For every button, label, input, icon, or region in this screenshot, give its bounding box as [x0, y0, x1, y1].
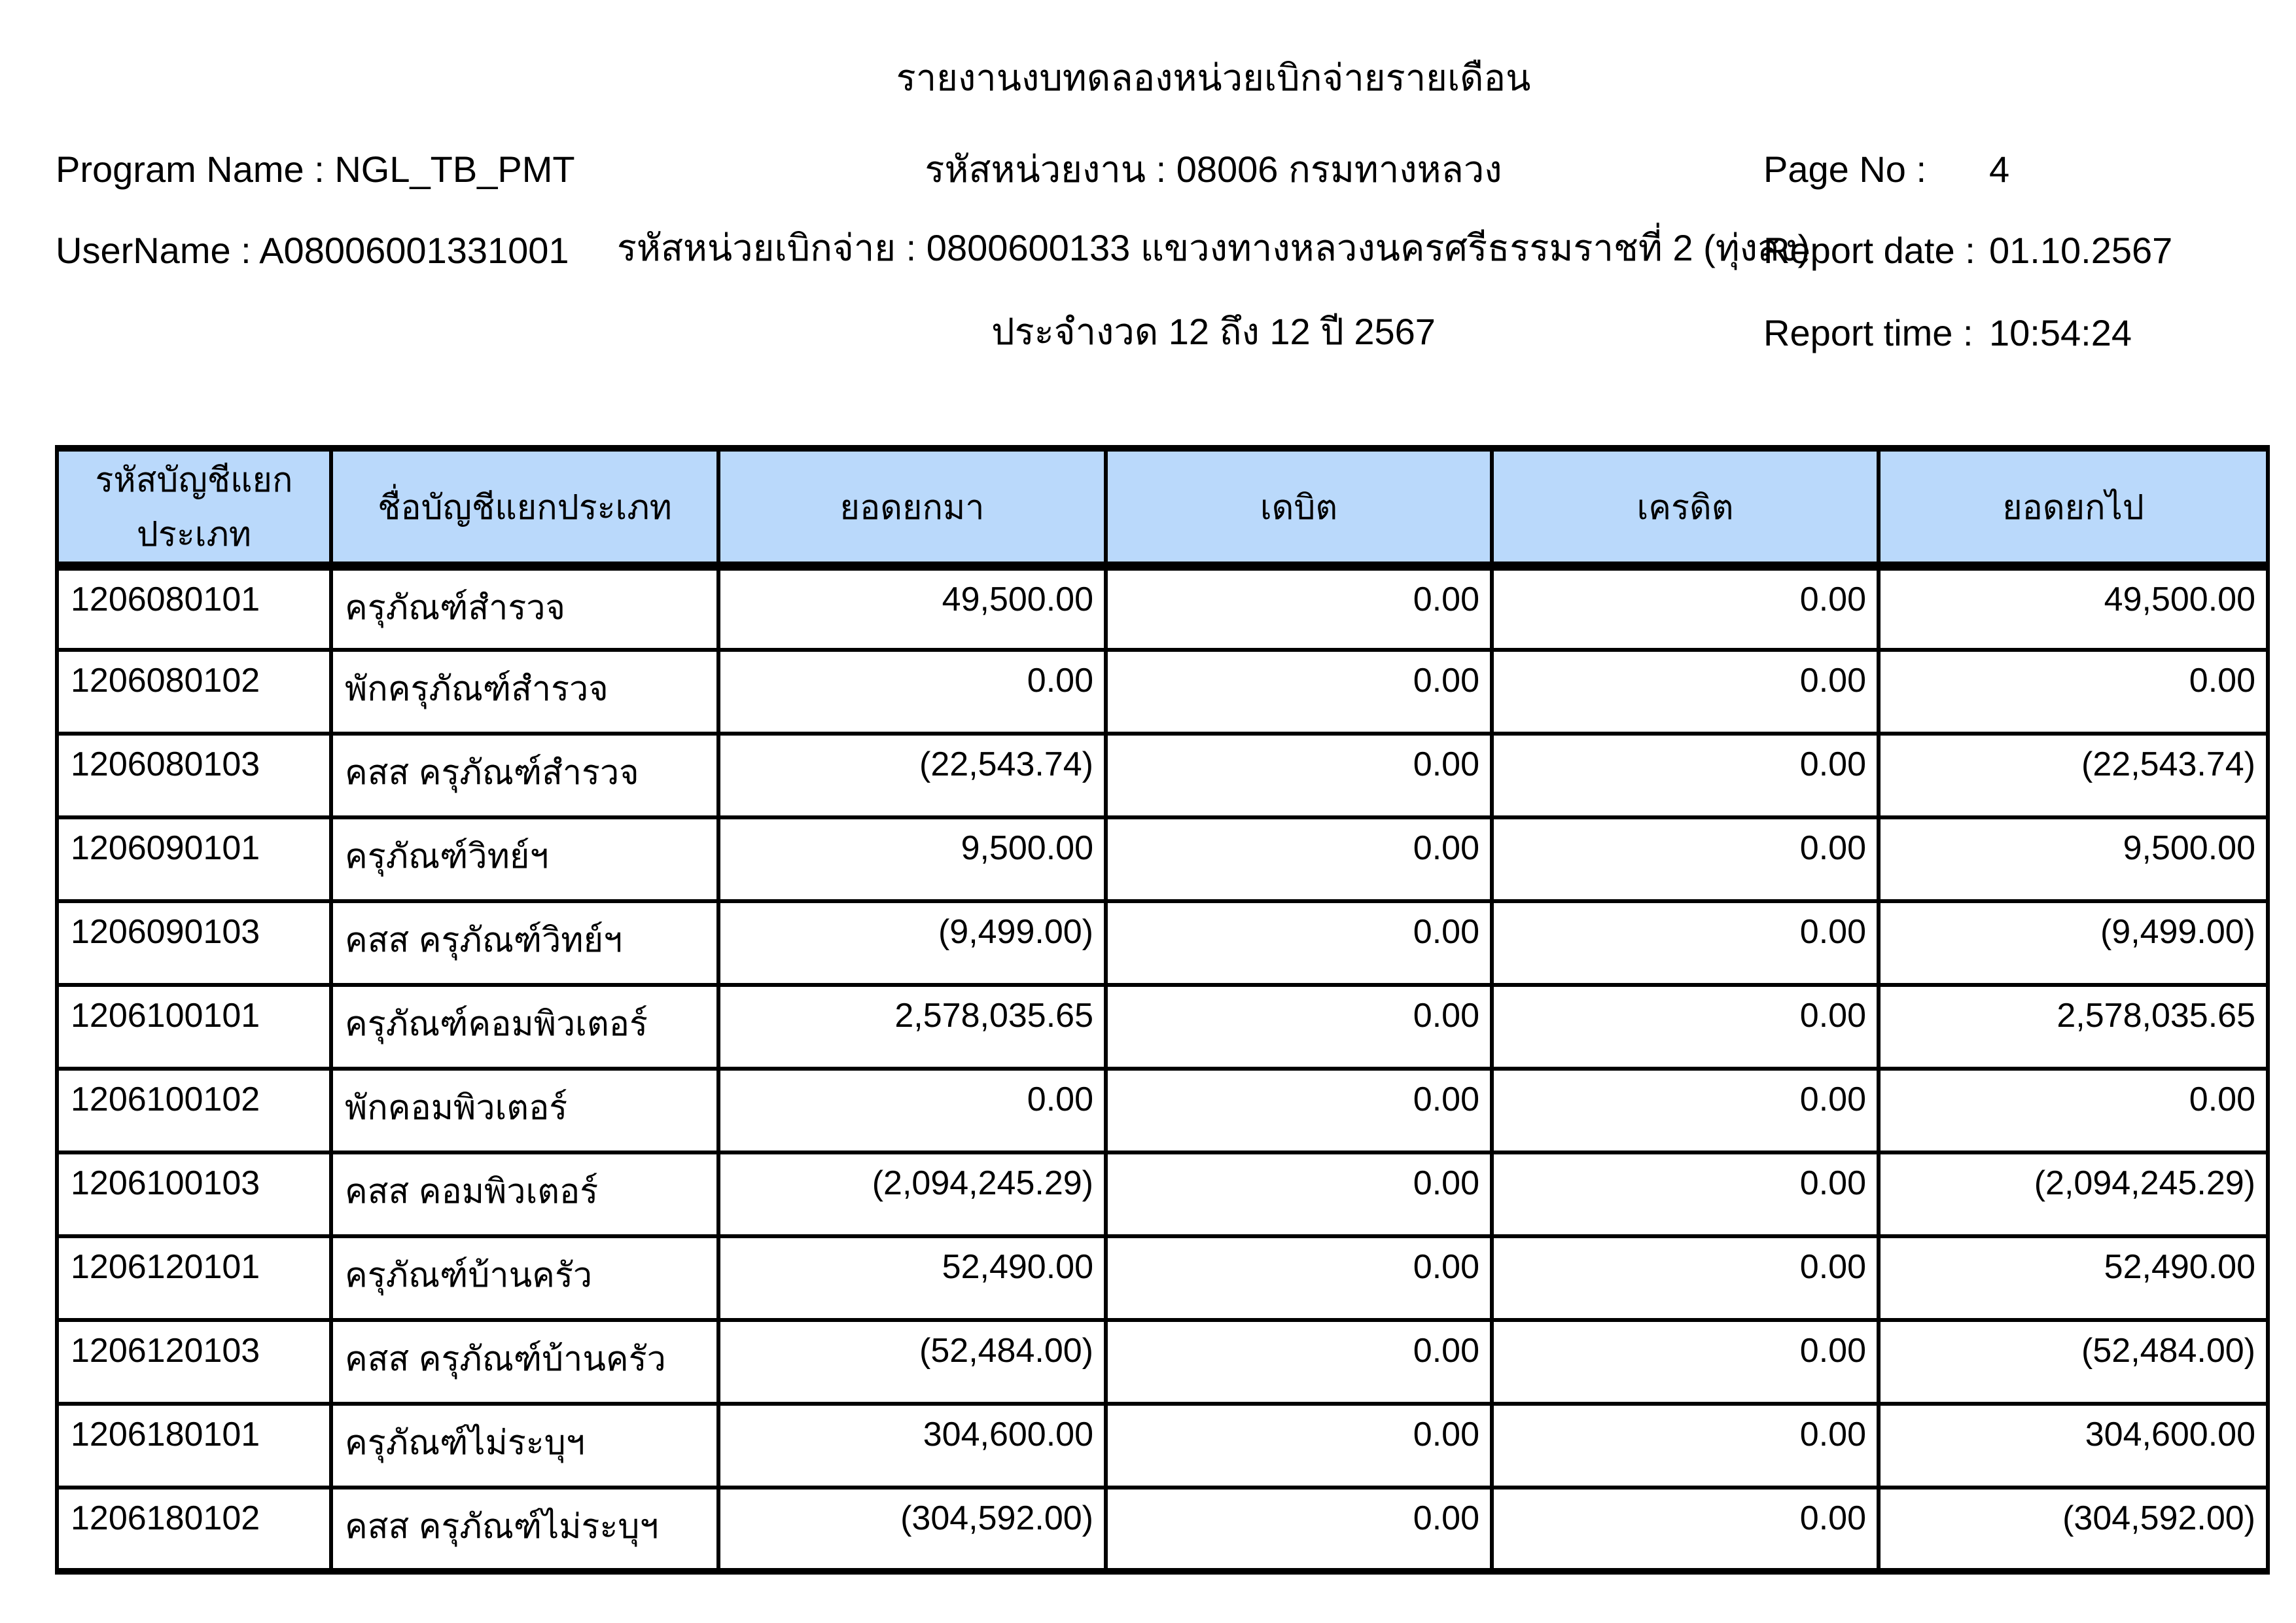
cell-account-code: 1206090101	[57, 817, 331, 901]
cell-account-name: ครุภัณฑ์คอมพิวเตอร์	[331, 985, 718, 1069]
cell-carry-forward-out: 52,490.00	[1879, 1236, 2268, 1320]
cell-account-name: คสส ครุภัณฑ์สำรวจ	[331, 734, 718, 817]
cell-carry-forward-out: (304,592.00)	[1879, 1488, 2268, 1571]
col-account-name: ชื่อบัญชีแยกประเภท	[331, 448, 718, 566]
cell-carry-forward-in: (52,484.00)	[718, 1320, 1106, 1404]
table-row	[57, 1488, 2268, 1571]
col-credit: เครดิต	[1492, 448, 1879, 566]
cell-debit: 0.00	[1106, 734, 1492, 817]
report-date-value: 01.10.2567	[1989, 230, 2173, 271]
cell-carry-forward-out: 304,600.00	[1879, 1404, 2268, 1488]
cell-debit: 0.00	[1106, 1236, 1492, 1320]
cell-carry-forward-in: (22,543.74)	[718, 734, 1106, 817]
cell-debit: 0.00	[1106, 1404, 1492, 1488]
table-header-row	[57, 448, 2268, 566]
table-row	[57, 650, 2268, 734]
cell-credit: 0.00	[1492, 1069, 1879, 1152]
page-no-value: 4	[1989, 149, 2010, 190]
table-row	[57, 1320, 2268, 1404]
report-date-label: Report date :	[1763, 230, 1975, 271]
cell-account-code: 1206100103	[57, 1152, 331, 1236]
cell-debit: 0.00	[1106, 985, 1492, 1069]
cell-account-name: พักคอมพิวเตอร์	[331, 1069, 718, 1152]
report-time-value: 10:54:24	[1989, 312, 2132, 353]
cell-account-code: 1206180101	[57, 1404, 331, 1488]
cell-carry-forward-in: 304,600.00	[718, 1404, 1106, 1488]
table-row	[57, 1152, 2268, 1236]
cell-carry-forward-out: (9,499.00)	[1879, 901, 2268, 985]
cell-account-code: 1206120101	[57, 1236, 331, 1320]
cell-account-name: คสส ครุภัณฑ์ไม่ระบุฯ	[331, 1488, 718, 1571]
cell-carry-forward-out: 9,500.00	[1879, 817, 2268, 901]
cell-carry-forward-in: 52,490.00	[718, 1236, 1106, 1320]
cell-carry-forward-in: 49,500.00	[718, 566, 1106, 650]
col-debit: เดบิต	[1106, 448, 1492, 566]
col-carry-forward-in: ยอดยกมา	[718, 448, 1106, 566]
page-no-label: Page No :	[1763, 149, 1927, 190]
table-row	[57, 1069, 2268, 1152]
col-carry-forward-out: ยอดยกไป	[1879, 448, 2268, 566]
cell-credit: 0.00	[1492, 1488, 1879, 1571]
cell-debit: 0.00	[1106, 901, 1492, 985]
cell-account-name: คสส ครุภัณฑ์บ้านครัว	[331, 1320, 718, 1404]
table-row	[57, 985, 2268, 1069]
cell-debit: 0.00	[1106, 817, 1492, 901]
cell-account-code: 1206120103	[57, 1320, 331, 1404]
table-row	[57, 901, 2268, 985]
disbursement-code-line: รหัสหน่วยเบิกจ่าย : 0800600133 แขวงทางหลวงนครศรีธรรมราชที่ 2 (ทุ่งสง)	[616, 227, 1810, 268]
agency-code-line: รหัสหน่วยงาน : 08006 กรมทางหลวง	[925, 149, 1502, 190]
cell-carry-forward-out: 2,578,035.65	[1879, 985, 2268, 1069]
cell-credit: 0.00	[1492, 1236, 1879, 1320]
table-row	[57, 734, 2268, 817]
cell-credit: 0.00	[1492, 901, 1879, 985]
cell-carry-forward-out: (2,094,245.29)	[1879, 1152, 2268, 1236]
table-body	[57, 566, 2268, 1571]
cell-carry-forward-in: 9,500.00	[718, 817, 1106, 901]
cell-credit: 0.00	[1492, 817, 1879, 901]
report-time-label: Report time :	[1763, 312, 1973, 353]
cell-account-name: ครุภัณฑ์วิทย์ฯ	[331, 817, 718, 901]
table-row	[57, 1236, 2268, 1320]
cell-account-code: 1206080102	[57, 650, 331, 734]
table-row	[57, 817, 2268, 901]
cell-account-name: คสส ครุภัณฑ์วิทย์ฯ	[331, 901, 718, 985]
cell-account-name: คสส คอมพิวเตอร์	[331, 1152, 718, 1236]
cell-debit: 0.00	[1106, 1152, 1492, 1236]
cell-account-name: ครุภัณฑ์ไม่ระบุฯ	[331, 1404, 718, 1488]
cell-carry-forward-out: 0.00	[1879, 1069, 2268, 1152]
cell-credit: 0.00	[1492, 1320, 1879, 1404]
cell-carry-forward-in: 0.00	[718, 1069, 1106, 1152]
cell-credit: 0.00	[1492, 650, 1879, 734]
cell-carry-forward-in: 0.00	[718, 650, 1106, 734]
cell-debit: 0.00	[1106, 566, 1492, 650]
cell-account-code: 1206080101	[57, 566, 331, 650]
cell-carry-forward-out: (22,543.74)	[1879, 734, 2268, 817]
cell-account-code: 1206100102	[57, 1069, 331, 1152]
period-line: ประจำงวด 12 ถึง 12 ปี 2567	[991, 311, 1436, 352]
cell-debit: 0.00	[1106, 650, 1492, 734]
cell-account-code: 1206100101	[57, 985, 331, 1069]
cell-carry-forward-out: (52,484.00)	[1879, 1320, 2268, 1404]
cell-account-code: 1206090103	[57, 901, 331, 985]
cell-account-name: ครุภัณฑ์สำรวจ	[331, 566, 718, 650]
cell-credit: 0.00	[1492, 734, 1879, 817]
cell-account-code: 1206080103	[57, 734, 331, 817]
report-title: รายงานงบทดลองหน่วยเบิกจ่ายรายเดือน	[896, 57, 1531, 98]
cell-credit: 0.00	[1492, 985, 1879, 1069]
cell-credit: 0.00	[1492, 1152, 1879, 1236]
cell-debit: 0.00	[1106, 1069, 1492, 1152]
cell-carry-forward-in: 2,578,035.65	[718, 985, 1106, 1069]
cell-account-name: ครุภัณฑ์บ้านครัว	[331, 1236, 718, 1320]
cell-carry-forward-in: (9,499.00)	[718, 901, 1106, 985]
col-account-code: รหัสบัญชีแยกประเภท	[57, 448, 331, 566]
table-row	[57, 566, 2268, 650]
program-name-line: Program Name : NGL_TB_PMT	[56, 149, 575, 190]
cell-debit: 0.00	[1106, 1320, 1492, 1404]
cell-carry-forward-out: 0.00	[1879, 650, 2268, 734]
cell-account-name: พักครุภัณฑ์สำรวจ	[331, 650, 718, 734]
cell-credit: 0.00	[1492, 1404, 1879, 1488]
cell-credit: 0.00	[1492, 566, 1879, 650]
cell-account-code: 1206180102	[57, 1488, 331, 1571]
cell-carry-forward-out: 49,500.00	[1879, 566, 2268, 650]
cell-debit: 0.00	[1106, 1488, 1492, 1571]
username-line: UserName : A08006001331001	[56, 230, 569, 271]
cell-carry-forward-in: (304,592.00)	[718, 1488, 1106, 1571]
table-row	[57, 1404, 2268, 1488]
trial-balance-table	[55, 445, 2270, 1575]
cell-carry-forward-in: (2,094,245.29)	[718, 1152, 1106, 1236]
